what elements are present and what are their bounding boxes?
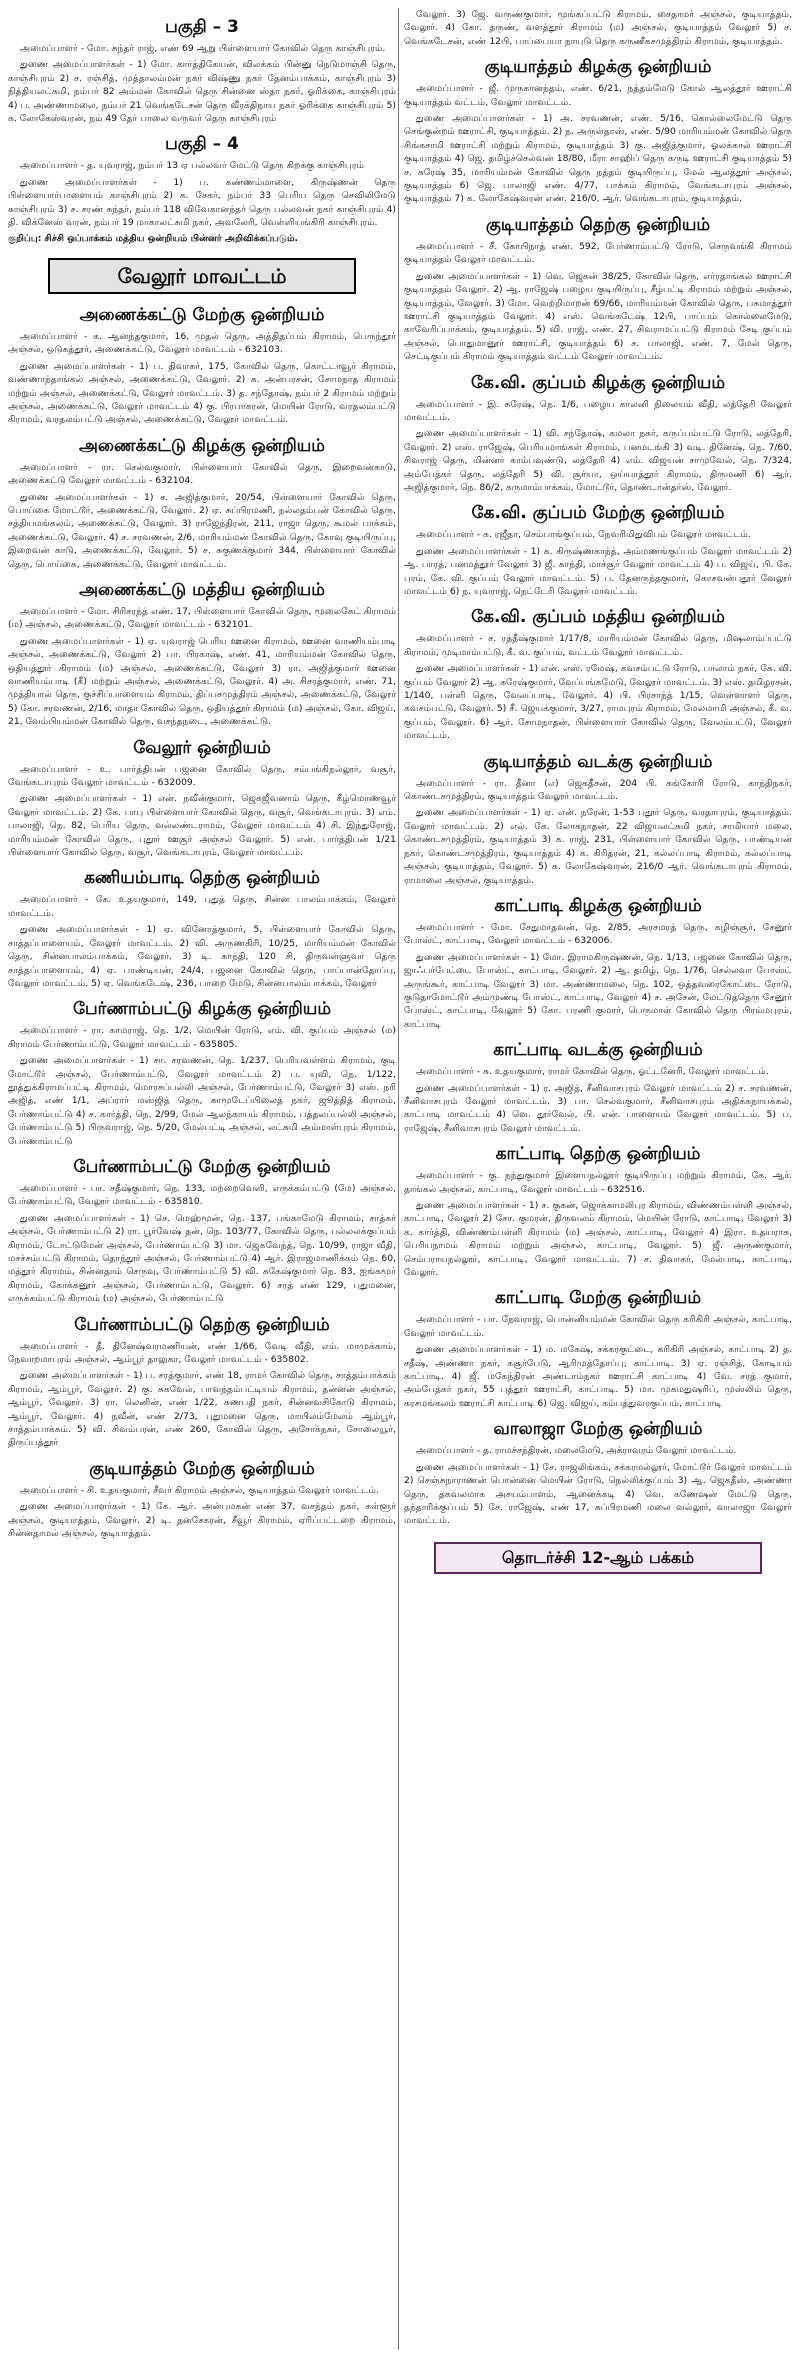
- district-banner: வேலூர் மாவட்டம்: [48, 258, 356, 294]
- organizer-entry: அமைப்பாளர் - தீ. தினேஷ்வரமணியன், எண் 1/66, வேடி வீதி, எம். மாமுக்காம், நேவாறமாபுரம் அஞ்சல், ஆம்பூர் தாலுகா, வேலூர் மாவட்டம் - 635802.: [8, 1340, 396, 1366]
- section-block: [404, 1287, 792, 1410]
- section-heading: பேர்ணாம்பட்டு கிழக்கு ஒன்றியம்: [72, 999, 332, 1020]
- deputy-organizers-entry: துணை அமைப்பாளர்கள் - 1) அ. சரவணன், எண். 5/16, கொல்லைமேட்டு தெரு செங்குன்றம் ஊராட்சி, குடியாத்தம். 2) ந. அருள்தாஸ், எண். 5/90 மாரியம்மன் கோவில் தெரு சிங்கசாமி ஊராட்சி மற்றும் கிராமம், குடியாத்தம் 3) கு. அஜித்குமார், ஓலக்கால் ஊராட்சி குடியாத்தம் 4) ஜெ. தமிழ்ச்செல்வன் 18/80, மீரா சாஹிப் தெரு கருடி ஊராட்சி குடியாத்தம் 5) ச. சுரேஷ் 35, மாரியம்மன் கோவில் தெரு நத்தம் குடியிருப்பு, மேல் ஆலத்தூர் அஞ்சல், குடியாத்தம் 6) ஜெ. பாலாஜி எண். 4/77, பாக்கம் கிராமம், வேங்கடாபுரம் அஞ்சல், குடியாத்தம் 7) க. லோகேஷ்வரன் எண். 216/0, ஆர். வெங்கடாபுரம், குடியாத்தம்.: [404, 113, 792, 205]
- organizer-entry: அமைப்பாளர் - மோ. சேதுமாதவன், நெ. 2/85, அரசமரத் தெரு, கழிஞ்சூர், சேனூர் போஸ்ட், காட்பாடி, வேலூர் மாவட்டம் - 632006.: [404, 921, 792, 947]
- section-block: [8, 133, 396, 245]
- section-heading: காட்பாடி வடக்கு ஒன்றியம்: [493, 1040, 703, 1061]
- section-block: [404, 56, 792, 206]
- deputy-organizers-entry: துணை அமைப்பாளர்கள் - 1) க. கிருஷ்ணகாந்த், அம்மணங்குப்பம் வேலூர் மாவட்டம் 2) ஆ. பாரத், பனமத்தூர் வேலூர் 3) ஜீ. காந்தி, மாச்சூர் வேலூர் மாவட்டம் 4) ப. விஜய், பி. கே. புரம், கே. வி. குப்பம் வேலூர் மாவட்டம். 5) ப. தேனருந்தகுமார், கொசவன்புதூர் வேலூர் மாவட்டம் 6) ந. யுவராஜ், நெட்டேரி வேலூர் மாவட்டம்.: [404, 545, 792, 597]
- organizer-entry: அமைப்பாளர் - பா. நேவராஜ், பொன்னியம்மன் கோவில் தெரு கரிகிரி அஞ்சல், காட்பாடி, வேலூர் மாவட்டம்.: [404, 1314, 792, 1339]
- section-block: [8, 737, 396, 860]
- section-block: [404, 606, 792, 742]
- section-heading: பகுதி – 4: [165, 134, 239, 155]
- organizer-entry: அமைப்பாளர் - ரா. தீனா (எ) ஜெகதீசன், 204 பி. கங்கோரி ரோடு, காந்திநகர், கொண்டசமுத்திரம், குடியாத்தம் வேலூர் மாவட்டம்.: [404, 777, 792, 803]
- organizer-entry: அமைப்பாளர் - மோ. சுந்தர் ராஜ், எண் 69 ஆறு பிள்ளையார் கோவில் தெரு காஞ்சிபுரம்.: [20, 43, 386, 54]
- organizer-entry: அமைப்பாளர் - ச. ரத்தீஷ்குமார் 1/17/8, மாரியம்மன் கோவில் தெரு, மிஷலாம்ப்பட்டு கிராமம், முடிமாம்பட்டு, கீ. வ. குப்பம், வட்டம் வேலூர் மாவட்டம்.: [404, 633, 792, 658]
- organizer-entry: அமைப்பாளர் - க. ரஜீதா, செம்பாங்குப்பம், நேவரிமிதுவிபம் வேலூர் மாவட்டம்.: [416, 529, 751, 541]
- organizer-entry: அமைப்பாளர் - கு. நந்துகுமார் இளையநல்லூர் குடியிருப்பு மற்றும் கிராமம், கே. ஆர். தாங்கல் அஞ்சல், காட்பாடி, வேலூர் மாவட்டம் - 632516.: [404, 1170, 792, 1195]
- right-column: [404, 8, 792, 2350]
- section-heading: காட்பாடி தெற்கு ஒன்றியம்: [495, 1144, 701, 1165]
- deputy-organizers-entry: துணை அமைப்பாளர்கள் - 1) ப. சரத்குமார், எண் 18, ராமர் கோவில் தெரு, சாத்தம்பாக்கம் கிராமம், ஆம்பூர், வேலூர். 2) கு. சுகவேல், பாவந்தம்பட்டியம் கிராமம், தன்னன் அஞ்சல், ஆம்பூர், வேலூர். 3) ரா. லெனின், எண் 1/22, கணபதி நகர், சின்னவசிகோடு கிராமம், ஆம்பூர், வேலூர். 4) நவீன், எண் 2/73, புதுமனை தெரு, மாயிலம்மேலம் ஆம்பூர், சாத்தம்பாக்கம். 5) வி. சிவம்பரன், எண் 260, கோவில் தெரு, அசோக்நகர், சோலையூர், திருப்பத்தூர்: [8, 1370, 396, 1449]
- section-block: [404, 895, 792, 1031]
- section-heading: வேலூர் ஒன்றியம்: [133, 737, 271, 758]
- column-divider: [398, 8, 399, 2350]
- section-heading: காட்பாடி கிழக்கு ஒன்றியம்: [494, 895, 702, 916]
- section-heading: பேர்ணாம்பட்டு மேற்கு ஒன்றியம்: [73, 1156, 331, 1177]
- section-heading: குடியாத்தம் தெற்கு ஒன்றியம்: [485, 214, 711, 235]
- section-block: [404, 751, 792, 887]
- deputy-organizers-entry: துணை அமைப்பாளர்கள் - 1) சா. சரவணன், நெ. 1/237, பெரியவள்ளம் கிராமம், குடி மோட்டூர் அஞ்சல், பேர்ணாம்பட்டு, வேலூர் மாவட்டம் 2) ப. யுவி, நெ. 1/122, தூத்துக்கிராமப்பட்டி கிராமம், மொரசப்பல்லி அஞ்சல், பேர்ணாம்பட்டு, வேலூர் 3) எஸ். நரி அஜித், எண் 1/1, அப்ரார் மஸ்ஜித் தெரு, காமூடேப்பிலைத் நகர், ஜூத்தித் கிராமம், பேர்ணாம்பட்டு 4) ச. கார்த்தி, நெ. 2/99, மேல் ஆலந்காயம் கிராமம், பத்தலப்பல்லி அஞ்சல், பேர்ணாம்பட்டு 5) பிருவராஜ், நெ. 5/20, மேல்பட்டி அஞ்சல், லட்சுமி அம்மாள்புரம் கிராமம், பேர்ணாம்பட்டு: [8, 1055, 396, 1147]
- deputy-organizers-entry: துணை அமைப்பாளர்கள் - 1) வி. சந்தோஷ், கமலா நகர், கருப்பம்பட்டு ரோடு, லத்தேரி, வேலூர். 2) எஸ். ராஜேஷ், பெரியமாங்கள் கிராமம், பனமடங்கி 3) வடி. தினேஷ், நெ. 7/60, சிவராஜ் தெரு, மின்னர் காம்பவுண்டு, லத்தேரி 4) எம். விஜயன் சாமுவேல், நெ. 7/324, அம்பேத்கர் தெரு, லத்தேரி 5) வி. சூர்யா, ஒய்யாத்தூர் கிராமம், திருமணி 6) ஆர். அஜித்குமார், நெ. 86/2, கருமாம்பாக்கம், மோட்டூர், தொண்டான்தர்ஸ், வேலூர்.: [404, 428, 792, 493]
- section-block: [404, 8, 792, 48]
- organizer-entry: அமைப்பாளர் - சீ. கோபிநாத் எண். 592, பேர்ணாம்பட்டு ரோடு, செருவங்கி கிராமம் குடியாத்தம் வேலூர் மாவட்டம்.: [404, 240, 792, 266]
- section-block: [404, 372, 792, 495]
- organizer-entry: அமைப்பாளர் - ரா. செல்வகுமார், பிள்ளையார் கோவில் தெரு, இறைவன்காடு, அணைக்கட்டு வேலூர் மாவட்டம் - 632104.: [8, 461, 396, 487]
- section-heading: அணைக்கட்டு கிழக்கு ஒன்றியம்: [78, 435, 325, 456]
- deputy-organizers-entry: துணை அமைப்பாளர்கள் - 1) ப. திவாகர், 175, கோவில் தெரு, கொட்டாவூர் கிராமம், வண்ணாந்தாங்கல் அஞ்சல், அணைக்கட்டு, வேலூர். 2) சு. அன்பரசன், சோமநாத கிராமம் மற்றும் அஞ்சல், அணைக்கட்டு, வேலூர் மாவட்டம். 3) த. சந்தோஷ், நம்பர் 2 கிராமம் மற்றும் அஞ்சல், அணைக்கட்டு, வேலூர் மாவட்டம் 4) கு. பிரபாகரன், மெயின் ரோடு, வரதலம்பட்டு கிராமம், வரதலம்பட்டு அஞ்சல், அணைக்கட்டு, வேலூர் மாவட்டம்.: [8, 360, 396, 426]
- organizer-entry: அமைப்பாளர் - இ. சுரேஷ், நெ. 1/6, பழைய காலனி நிலையம் வீதி, லத்தேரி வேலூர் மாவட்டம்.: [404, 398, 792, 423]
- deputy-organizers-entry: துணை அமைப்பாளர்கள் - 1) ச. குகன், ஜொக்காமலிபுர கிராமம், விண்ணம்பள்ளி அஞ்சல், காட்பாடி, வேலூர் 2) சோ. குமரன், திருவலம் கிராமம், மெயின் ரோடு, காட்பாடி, வேலூர் 3) க. கார்த்தி, விண்ணம்பள்ளி கிராமம் (ம) அஞ்சல், காட்பாடி, வேலூர் 4) இரா. உதயராசு, பெரியநாமம் கிராமம் மற்றும் அஞ்சல், காட்பாடி, வேலூர். 5) ஜீ. அருண்குமார், செம்பராயநல்லூர், காட்பாடி, வேலூர் மாவட்டம். 7) ச. திவாகர், மேல்பாடி, காட்பாடி, வேலூர்.: [404, 1200, 792, 1279]
- section-block: [404, 1143, 792, 1279]
- section-block: [8, 16, 396, 125]
- deputy-organizers-entry: துணை அமைப்பாளர்கள் - 1) ஏ. என். நரேன், 1-53 புதூர் தெரு, வரதாபுரம், குடியாத்தம். வேலூர் மாவட்டம். 2) எல். கே. லோகநாதன், 22 விஜயலட்சுமி நகர், சாமியார் மலை, கொண்டசமுத்திரம், குடியாத்தம் 3) க. ராஜ், 231, பிள்ளையார் கோவில் தெரு, பாண்டியன் நகர், கொண்டசமுத்திரம், குடியாத்தம் 4) க. கிரிதரன், 21, கல்லப்பாடி கிராமம், கல்லப்பாடி அஞ்சல், குடியாத்தம், வேலூர். 5) க. லோகேஷ்வரன், 216/0 ஆர். வெங்கடாபுரம் கிராமம், ராமாலை அஞ்சல், குடியாத்தம்.: [404, 807, 792, 886]
- section-heading: காட்பாடி மேற்கு ஒன்றியம்: [494, 1288, 702, 1309]
- section-block: [8, 1314, 396, 1450]
- section-heading: கே.வி. குப்பம் கிழக்கு ஒன்றியம்: [470, 372, 726, 393]
- deputy-organizers-entry: துணை அமைப்பாளர்கள் - 1) ர. அஜித், சீனிவாசபுரம் வேலூர் மாவட்டம் 2) ச. சரவணன், சீனிவாசபுரம் வேலூர் மாவட்டம். 3) பா. செல்வகுமார், சீனிவாசபுரம் அதிக்கநாயக்கல், காட்பாடி மாவட்டம் 4) வெ. தூர்வேல், பி. என். பாளையம் வேலூர் மாவட்டம். 5) ப. ராஜேஷ், சீனிவாசபுரம் வேலூர் மாவட்டம்.: [404, 1082, 792, 1134]
- section-block: [404, 502, 792, 598]
- section-heading: பகுதி – 3: [165, 17, 239, 37]
- section-block: [8, 258, 396, 294]
- organizer-entry: அமைப்பாளர் - பா. சதீஷ்குமார், நெ. 133, மற்றைவெளி, எருக்கம்பட்டு (மே) அஞ்சல், பேர்ணாம்பட்டு, வேலூர் மாவட்டம் - 635810.: [8, 1182, 396, 1208]
- organizer-entry: அமைப்பாளர் - சி. உதயகுமார், சீவர் கிராமம் அஞ்சல், குடியாத்தம் வேலூர் மாவட்டம்.: [20, 1484, 379, 1496]
- deputy-organizers-entry: துணை அமைப்பாளர்கள் - 1) ச. அஜித்குமார், 20/54, பிள்ளையார் கோவில் தெரு, பொய்கை மோட்டூர், அணைக்கட்டு, வேலூர். 2) ஏ. சுப்பிரமணி, நல்லதம்பன் கோவில் தெரு, சத்தியமங்கலம், அணைக்கட்டு, வேலூர். 3) ராஜேந்திரன், 211, ராஜா தெரு, கூமல் பாக்கம், அணைக்கட்டு, வேலூர். 4) ச. சரவணன், 2/6, மாரியம்மன் கோவில் தெரு, கோவு குடியிருப்பு, இறைவன் காடு, அணைக்கட்டு, வேலூர். 5) ச. சுகுணக்குமார் 344, பிள்ளையார் கோவில் தெரு, பொய்கை, அணைக்கட்டு, வேலூர் மாவட்டம்.: [8, 491, 396, 570]
- section-block: [404, 214, 792, 364]
- section-heading: வாலாஜா மேற்கு ஒன்றியம்: [493, 1419, 703, 1440]
- continuation-note: தொடர்ச்சி 12-ஆம் பக்கம்: [434, 1542, 762, 1574]
- section-block: [404, 1039, 792, 1135]
- organizer-entry: அமைப்பாளர் - உ. பார்த்திபன் பஜனை கோவில் தெரு, சம்பங்கிநல்லூர், வசூர், வேங்கடாபுரம் வேலூர் மாவட்டம் - 632009.: [8, 763, 396, 789]
- organizer-entry: அமைப்பாளர் - க. ஆனந்தகுமார், 16, முதல் தெரு, அத்திதப்பம் கிராமம், பெருந்தூர் அஞ்சல், ஒடுகத்தூர், அணைக்கட்டு, வேலூர் மாவட்டம் - 632103.: [8, 330, 396, 356]
- section-heading: கே.வி. குப்பம் மத்திய ஒன்றியம்: [471, 607, 725, 628]
- deputy-organizers-entry: துணை அமைப்பாளர்கள் - 1) செ. மெஹ்மூன், நெ. 137, பங்காமேடு கிராமம், சாத்கர் அஞ்சல், பேர்ணாம்பட்டு 2) ரா. பூர்வேஷ் தன், நெ. 103/77, கோவில் தெரு, பல்லலக்குப்பம் கிராமம், டோட்டுமேன் அஞ்சல், பேர்ணாம்பட்டு 3) மா. ஜெகவேந்த், நெ. 10/99, ராஜா வீதி, மசச்சம்பட்டு கிராமம், தொந்தூர் அஞ்சல், பேர்ணாம்பட்டு 4) ஆர். இராஜமாணிக்கம் நெ. 60, மத்தூர் கிராமம், சின்னதாம் செருவு, பேர்ணாம்பட்டு 5) வி. சுகேஷ்குமார் நெ. 83, ஐங்கமூர் கிராமம், கோக்கனூர் அஞ்சல், பேர்ணாம்பட்டு, வேலூர். 6) சரத் எண் 129, புதுமனை, எருக்கம்பட்டு கிராமம் (ம) அஞ்சல், பேர்ணாம்பட்டு: [8, 1212, 396, 1305]
- deputy-organizers-entry: துணை அமைப்பாளர்கள் - 1) மோ. இராமகிருஷ்ணன், நெ. 1/13, பஜனை கோவில் தெரு, ஜாஃபர்பேட்டை போஸ்ட், காட்பாடி, வேலூர். 2) ஆ. தமிழ், நெ. 1/76, செல்லவா போஸ்ட் அருங்கூர், காட்பாடி வேலூர் 3) மா. அண்ணாமலை, நெ. 102, ஒத்தவரைகோட்டை ரோடு, குடுதாமோட்டூர் அம்முண்டி போஸ்ட், காட்பாடி, வேலூர் 4) ச. அசேன், மேட்டுத்தெரு சேனூர் போஸ்ட், காட்பாடி, வேலூர் 5) கோ. பரணி குமார், பெருமாள் கோவில் தெரு பிரம்மபுரம், காட்பாடி: [404, 951, 792, 1030]
- deputy-organizers-entry: துணை அமைப்பாளர்கள் - 1) ஏ. யுவராஜ் பெரிய ஊனை கிராமம், ஊனை வாணியம்பாடி அஞ்சல், அணைக்கட்டு, வேலூர் 2) பா. பிரகாஷ், எண். 41, மாரியம்மன் கோவில் தெரு, ஒதியத்தூர் கிராமம் (ம) அஞ்சல், அணைக்கட்டு, வேலூர் 3) ரா. அஜித்குமார் ஊனை வாணியம்பாடி (கீ) மற்றும் அஞ்சல், அணைக்கட்டு, வேலூர். 4) அ. சிசரத்குமார், எண். 71, முத்தியால் தெரு, குச்சிப்பாளையம் கிராமம், திப்பசமுத்திரம் அஞ்சல், அணைக்கட்டு, வேலூர் 5) கோ. சரவணன், 2/16, மாதா கோவில் தெரு, ஒதியத்தூர் கிராமம் (ம) அஞ்சல், கோ. விஜய், 21, வேம்பியம்மன் கோவில் தெரு, வசந்தநடை, அணைக்கட்டு.: [8, 635, 396, 728]
- deputy-organizers-entry: துணை அமைப்பாளர்கள் - 1) என். எஸ். ரமேஷ், கவசம்பட்டு ரோடு, பாலாம் நகர், கே. வி. குப்பம் வேலூர் 2) ஆ. சுரேஷ்குமார், வேப்பங்கமேடு, வேலூர் மாவட்டம். 3) எஸ். தமிழரசன், 1/140, பள்ளி தெரு, வேலப்பாடி, வேலூர். 4) பி. பிரசாந்த் 1/15, வெள்ளாளர் தெரு, கவசம்பட்டு, வேலூர். 5) சீ. ஜெயக்குமார், 3/27, ராமபுரம் கிராமம், மேலமாமி அஞ்சல், கீ. வ. குப்பம், வேலூர். 6) ஆர். சோமநாதன், பிள்ளையார் கோவில் தெரு, வேலம்பட்டு, வேலூர் மாவட்டம்.: [404, 663, 792, 742]
- organizer-entry: அமைப்பாளர் - ஜீ. முருகானந்தம், எண். 6/21, நத்தம்மேடு கோல் ஆலத்தூர் ஊராட்சி குடியாத்தம் வட்டம், வேலூர் மாவட்டம்.: [404, 83, 792, 108]
- organizer-entry: அமைப்பாளர் - கே. உதயகுமார், 149, புதுத் தெரு, சின்ன பாலம்பாக்கம், வேலூர் மாவட்டம்.: [8, 894, 396, 919]
- deputy-organizers-entry: துணை அமைப்பாளர்கள் - 1) மோ. கார்த்திகேயன், விலக்கம் பின்னு நெடுமாஞ்சி தெரு, காஞ்சிபுரம் 2) ச. ரஞ்சித், முத்தாலம்மன் நகர் விஷ்ணு நகர் தேனம்பாக்கம், காஞ்சிபுரம் 3) நித்தியலட்சுமி, நம்பர் 82 அம்மன் கோவில் தெரு சின்னை ஸ்தா நகர், ஓரிக்கை, காஞ்சிபுரம் 4) ப. அண்ணாமலை, நம்பர் 21 வெங்கடேசன் தெரு வீரக்திநாய நகர் ஓரிக்கை காஞ்சிபுரம் 5) க. லோகேஸ்வரன், நம் 49 தேர் பாலை வருவர் தெரு காஞ்சிபுரம்: [8, 59, 396, 125]
- organizer-entry: அமைப்பாளர் - த. யுவராஜ், நம்பர் 13 ஏ பல்லவர் மேட்டு தெரு கிறக்கு காஞ்சிபுரம்: [20, 160, 365, 172]
- section-block: [8, 998, 396, 1148]
- organizer-entry: அமைப்பாளர் - மோ. சிரிசரந்த் எண். 17, பிள்ளையார் கோவில் தெரு, மூலைகேட் கிராமம் (ம) அஞ்சல், அணைக்கட்டு, வேலூர் மாவட்டம் - 632101.: [8, 605, 396, 631]
- left-column: [8, 8, 396, 2350]
- section-heading: அணைக்கட்டு மேற்கு ஒன்றியம்: [79, 304, 325, 325]
- organizer-entry: அமைப்பாளர் - த. ராமச்சந்திரன், மலைமேடு, அக்ராவரம் வேலூர் மாவட்டம்.: [416, 1445, 737, 1457]
- deputy-organizers-entry: துணை அமைப்பாளர்கள் - 1) ம. மகேஷ், சக்கரகுட்டை, கரிகிரி அஞ்சல், காட்பாடி 2) த. சதீஷ், அண்ணா நகர், கசூர்பேடு, ஆரிமுத்தோப்பு, காட்பாடி. 3) ஏ. ரஞ்சித், கோடியம் காட்பாடி. 4) ஜீ. மகேந்திரன் அண்டாம்நகர் ஊராட்சி காட்பாடி 4) வே. சரத் குமார், அம்பேத்கர் நகர், 55 புத்தூர் ஊராட்சி, காட்பாடி. 5) மா. முகமதுஷரிப், முஸ்லிம் தெரு, கரசமங்கலம் ஊராட்சி காட்பாடி 6) ஜெ. விஜய், கம்பத்துவரகுப்பம், காட்பாடி: [404, 1344, 792, 1409]
- right-blocks: [404, 8, 792, 1528]
- section-block: [8, 435, 396, 571]
- deputy-organizers-entry: துணை அமைப்பாளர்கள் - 1) என். நவீன்குமார், ஜெகஜீவனாம் தெரு, கீழ்மொணவூர் வேலூர் மாவட்டம். 2) கே. பாபு பிள்ளையார் கோவில் தெரு, வசூர், வெங்கடாபுரம். 3) எம். பாலாஜி, நெ. 82, பெரிய தெரு, வல்லண்டராமம், வேலூர் மாவட்டம் 4) சி. இந்துரோஜ், மாரியம்மன் கோவில் தெரு, புதூர் ஊசூர் அஞ்சல் வேலூர். 5) என். பார்த்திபன் 1/21 பிள்ளையார் கோவில் தெரு, வசூர், வெங்கடாபுரம், வேலூர் மாவட்டம்.: [8, 793, 396, 859]
- section-heading: பேர்ணாம்பட்டு தெற்கு ஒன்றியம்: [74, 1314, 330, 1335]
- deputy-organizers-entry: துணை அமைப்பாளர்கள் - 1) ப. கண்ணம்மாளை, கிருஷ்ணன் தெரு பிள்ளையார்பாளையம் காஞ்சிபுரம் 2) க. சேகர், நம்பர் 33 பெரிய தெரு செவிலிமேடு காஞ்சிபுரம் 3) ச. சரண் சுந்தர், நம்பர் 118 விவேகானந்தர் தெரு பல்லவன் நகர் காஞ்சிபுரம் 4) தி. விக்னேஸ் வரன், நம்பர் 19 மாகாலட்சுமி நகர், அவலேரி, வெள்ளியங்கிரி காஞ்சிபுரம்.: [8, 176, 396, 229]
- organizer-entry: அமைப்பாளர் - சு. உதயகுமார், ராமர் கோவில் தெரு, ஓட்டனேரி, வேலூர் மாவட்டம்.: [416, 1066, 769, 1078]
- section-block: [8, 867, 396, 990]
- section-heading: குடியாத்தம் மேற்கு ஒன்றியம்: [89, 1458, 315, 1479]
- deputy-organizers-entry: வேலூர். 3) ஜே. வருண்குமார், மூங்கப்பட்டு கிராமம், சைதாமர் அஞ்சல், குடியாத்தம், வேலூர். 4) கோ. தருண், வளத்தூர் கிராமம் (ம) அஞ்சல், குடியாத்தம் வேலூர் 5) ச. வெங்கடேசன், எண் 12பி, பாப்பையா நாயுடு தெரு கருணீகசமுத்திரம் கிராமம், குடியாத்தம்.: [404, 9, 792, 47]
- section-heading: அணைக்கட்டு மத்திய ஒன்றியம்: [79, 579, 325, 600]
- organizer-entry: அமைப்பாளர் - ரா. காமராஜ், நெ. 1/2, மெயின் ரோடு, எம். வி. குப்பம் அஞ்சல் (ம) கிராமம் பேர்ணாம்பட்டு, வேலூர் மாவட்டம் - 635805.: [8, 1025, 396, 1050]
- deputy-organizers-entry: துணை அமைப்பாளர்கள் - 1) சே. ராஜலிங்கம், சக்கரமல்லூர், மோட்டூர் வேலூர் மாவட்டம் 2) செஞ்சுநாராணன் பொன்னை மெயின் ரோடு, நெல்லிக்குப்பம் 3) ஆ. ஜெகதீஸ், அண்ணா தெரு, தகவலமாக அசயம்பாளம், ஆனைக்கடி 4) வெ. கணேஷன் மேட்டு தெரு, தந்தாரிக்குப்பம் 5) சே. ராஜேஷ், எண் 17, சுப்பிரமணி மலை வல்லூர், வாலாஜா வேலூர் மாவட்டம்.: [404, 1461, 792, 1527]
- section-heading: குடியாத்தம் கிழக்கு ஒன்றியம்: [484, 57, 712, 78]
- section-note: குறிப்பு: சிச்சி ஒப்பாக்கம் மத்திய ஒன்றியம் பின்னர் அறிவிக்கப்படும்.: [8, 233, 298, 245]
- section-block: [8, 1156, 396, 1306]
- deputy-organizers-entry: துணை அமைப்பாளர்கள் - 1) கே. ஆர். அன்புமகன் எண் 37, வசந்தம் நகர், கள்ளூர் அஞ்சல், குடியாத்தம், வேலூர். 2) டி. தனசேகரன், சீவூர் கிராமம், ஏரிப்பட்டறை கிராமம், சின்னதாமல் அஞ்சல், குடியாத்தம்.: [8, 1501, 396, 1540]
- section-block: [8, 304, 396, 427]
- deputy-organizers-entry: துணை அமைப்பாளர்கள் - 1) ஏ. வினோத்குமார், 5, பிள்ளையார் கோவில் தெரு, சாத்தப்பாளையம், வேலூர் மாவட்டம். 2) வி. அருணகிரி, 10/25, மாரியம்மன் கோவில் தெரு, சின்னபாலம்பாக்கம், வேலூர். 3) டி. காந்தி, 120 சி, திருவள்ளுவர் தெரு சாத்தப்பாளையம், 4) ஏ. பாண்டியன், 24/4, பஜனை கோவில் தெரு, பாப்பான்தோப்பு, வேலூர் மாவட்டம். 5) ஏ. வெங்கடேஷ், 236, பாறை மேடு, சின்னபாலம்பாக்கம், வேலூர்: [8, 924, 396, 989]
- section-block: [404, 1418, 792, 1527]
- section-block: [8, 1458, 396, 1541]
- section-block: [8, 579, 396, 729]
- section-heading: குடியாத்தம் வடக்கு ஒன்றியம்: [483, 751, 713, 772]
- section-heading: கணியம்பாடி தெற்கு ஒன்றியம்: [84, 868, 320, 889]
- section-heading: கே.வி. குப்பம் மேற்கு ஒன்றியம்: [471, 503, 725, 524]
- deputy-organizers-entry: துணை அமைப்பாளர்கள் - 1) வெ. ஜெகன் 38/25, கோவில் தெரு, எர்ரதாங்கல் ஊராட்சி குடியாத்தம் வேலூர். 2) ஆ. ராஜேஷ் பழைய குடியிருப்பு, சீழ்பட்டி கிராமம் மற்றும் அஞ்சல், குடியாத்தம், வேலூர். 3) மோ. வெற்றிமாறன் 69/66, மாரியம்மன் கோவில் தெரு, பசுமாத்தூர் ஊராட்சி குடியாத்தம் வேலூர். 4) எஸ். வெங்கடேஷ் 12பி, பாப்பம் கொல்லைமேடு, காவேரிப்பாக்கம், குடியாத்தம். 5) வி. ராஜ், எண். 27, சிவராமப்பட்டு கிராமம் சேடி குப்பம் அஞ்சல், பொதுமானூர் ஊராட்சி, குடியாத்தம் 6) ச. பாலாஜி, எண். 7, மேல் தெரு, செட்டிகுப்பம் கிராமம் குடியாத்தம் வட்டம் வேலூர் மாவட்டம்.: [404, 270, 792, 363]
